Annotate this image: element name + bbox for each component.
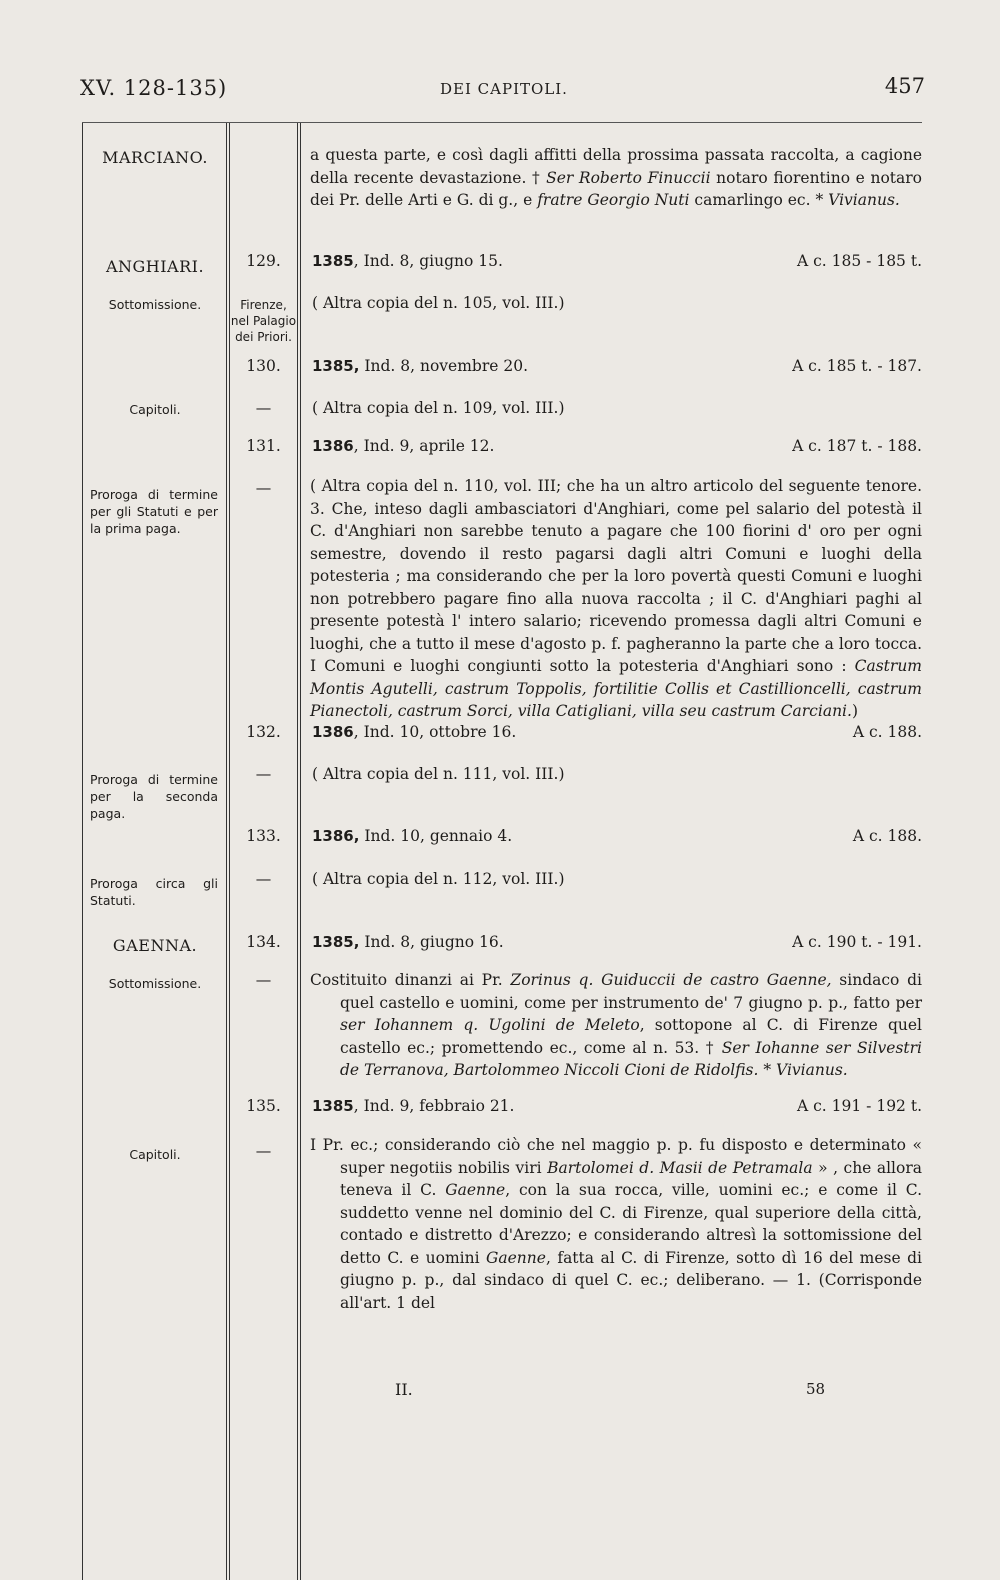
entry-number: 133. [246,827,281,845]
entry-number: 134. [246,933,281,951]
entry-number: 135. [246,1097,281,1115]
entry-number: 131. [246,437,281,455]
entry-dash: — [255,1142,272,1160]
entry-text-135: I Pr. ec.; considerando ciò che nel maggio p. p. fu disposto e determinato « super negotiis nobilis viri Bartolomei d. Masii de Petramala » , che allora teneva il C. Gaenne, con la sua rocca, ville, uomini ec.; e come il C. suddetto venne nel dominio del C. di Firenze, qual superiore della città, contado e distretto d'Arezzo; e considerando altresì la sottomissione del detto C. e uomini Gaenne, fatta al C. di Firenze, sotto dì 16 del mese di giugno p. p., dal sindaco di quel C. ec.; deliberano. — 1. (Corrisponde all'art. 1 del [310,1136,922,1312]
entry-text-134: Costituito dinanzi ai Pr. Zorinus q. Guiduccii de castro Gaenne, sindaco di quel castello e uomini, come per instrumento de' 7 giugno p. p., fatto per ser Iohannem q. Ugolini de Meleto, sottopone al C. di Firenze quel castello ec.; promettendo ec., come al n. 53. † Ser Iohanne ser Silvestri de Terranova, Bartolommeo Niccoli Cioni de Ridolfis. * Vivianus. [310,971,922,1079]
entry-text-marciano: a questa parte, e così dagli affitti della prossima passata raccolta, a cagione della recente devastazione. † Ser Roberto Finuccii notaro fiorentino e notaro dei Pr. delle Arti e G. di g., e fratre Georgio Nuti camarlingo ec. * Vivianus. [310,146,922,209]
archive-reference: A c. 185 - 185 t. [797,252,922,270]
entry-text-131: ( Altra copia del n. 110, vol. III; che ha un altro articolo del seguente tenore. 3. Che, inteso dagli ambasciatori d'Anghiari, come pel salario del potestà il C. d'Anghiari non sarebbe tenuto a pagare che 100 fiorini d' oro per ogni semestre, dovendo il resto pagarsi dagli altri Comuni e luoghi della potesteria ; ma considerando che per la loro povertà questi Comuni e luoghi non potrebbero pagare fino alla nuova raccolta ; il C. d'Anghiari paghi al presente potestà l' intero salario; ricevendo promessa dagli altri Comuni e luoghi, che a tutto il mese d'agosto p. f. pagheranno la parte che a loro tocca. I Comuni e luoghi congiunti sotto la potesteria d'Anghiari sono : Castrum Montis Agutelli, castrum Toppolis, fortilitie Collis et Castillioncelli, castrum Pianectoli, castrum Sorci, villa Catigliani, villa seu castrum Carciani.) [310,477,922,720]
header-title: DEI CAPITOLI. [440,80,568,98]
column-rule [82,123,83,1580]
entry-heading-129: 1385, Ind. 8, giugno 15. A c. 185 - 185 t. [312,252,922,270]
archive-reference: A c. 185 t. - 187. [792,357,922,375]
entry-copy-note: ( Altra copia del n. 109, vol. III.) [312,399,565,417]
header-rule [82,122,922,123]
place-label-gaenna: GAENNA. [112,936,198,955]
archive-reference: A c. 188. [852,723,922,741]
archive-reference: A c. 190 t. - 191. [792,933,922,951]
archive-reference: A c. 188. [852,827,922,845]
subject-label: Proroga di termine per la seconda paga. [90,772,218,821]
page-number: 457 [884,74,925,98]
entry-heading-133: 1386, Ind. 10, gennaio 4. A c. 188. [312,827,922,845]
archive-reference: A c. 191 - 192 t. [797,1097,922,1115]
entry-heading-134: 1385, Ind. 8, giugno 16. A c. 190 t. - 191. [312,933,922,951]
entry-number: 132. [246,723,281,741]
column-rule [226,123,227,1580]
header-section-ref: XV. 128-135) [80,76,228,100]
entry-number: 130. [246,357,281,375]
column-rule [300,123,301,1580]
archive-reference: A c. 187 t. - 188. [792,437,922,455]
entry-copy-note: ( Altra copia del n. 105, vol. III.) [312,294,565,312]
subject-label: Capitoli. [129,1147,181,1162]
running-header [80,72,925,108]
sheet-number: 58 [806,1380,826,1398]
entry-heading-132: 1386, Ind. 10, ottobre 16. A c. 188. [312,723,922,741]
entry-dash: — [255,971,272,989]
entry-dash: — [255,870,272,888]
subject-label: Proroga circa gli Statuti. [90,876,218,908]
entry-dash: — [255,479,272,497]
subject-label: Sottomissione. [108,297,202,312]
place-label-marciano: MARCIANO. [102,148,208,167]
entry-copy-note: ( Altra copia del n. 111, vol. III.) [312,765,565,783]
entry-number: 129. [246,252,281,270]
place-label-anghiari: ANGHIARI. [105,257,205,276]
subject-label: Capitoli. [129,402,181,417]
column-rule [297,123,298,1580]
entry-heading-131: 1386, Ind. 9, aprile 12. A c. 187 t. - 188. [312,437,922,455]
subject-label: Sottomissione. [108,976,202,991]
entry-copy-note: ( Altra copia del n. 112, vol. III.) [312,870,565,888]
entry-dash: — [255,765,272,783]
entry-location: Firenze, nel Palagio dei Priori. [230,298,297,344]
subject-label: Proroga di termine per gli Statuti e per la prima paga. [90,487,218,536]
signature-mark: II. [395,1380,413,1399]
entry-dash: — [255,399,272,417]
entry-heading-135: 1385, Ind. 9, febbraio 21. A c. 191 - 192 t. [312,1097,922,1115]
entry-heading-130: 1385, Ind. 8, novembre 20. A c. 185 t. - 187. [312,357,922,375]
